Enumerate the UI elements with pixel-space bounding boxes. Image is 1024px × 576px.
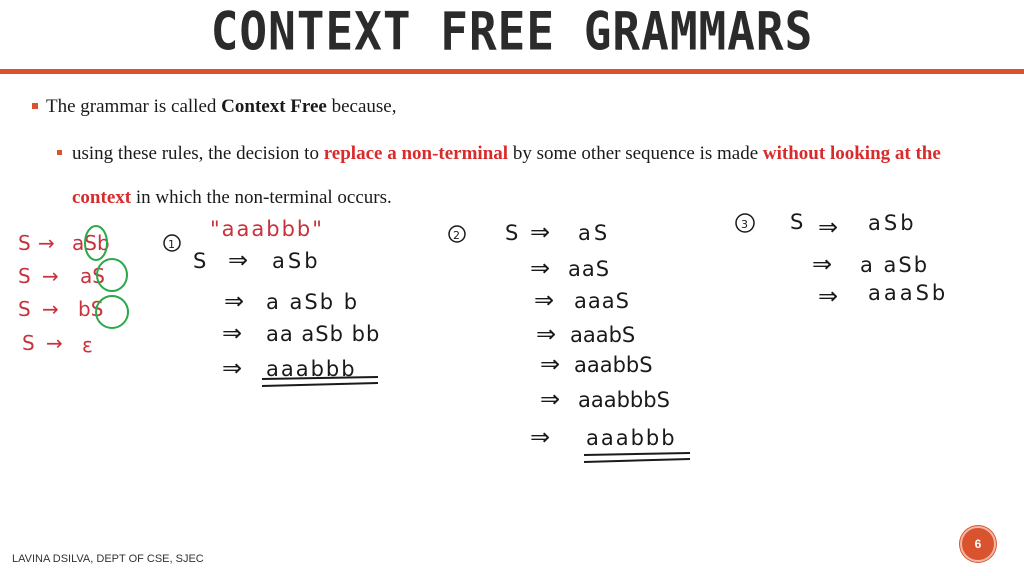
derivation-2-step-4: aaabS xyxy=(570,323,636,347)
rule-2-arrow: → xyxy=(42,264,59,288)
derivation-2-arrow-1: ⇒ xyxy=(530,218,551,246)
bullet-1-bold: Context Free xyxy=(221,96,327,117)
derivation-3-step-2: a aSb xyxy=(860,253,930,277)
derivation-1-step-1: aSb xyxy=(272,249,321,273)
rule-2-lhs: S xyxy=(18,264,31,288)
slide-title: CONTEXT FREE GRAMMARS xyxy=(210,0,814,63)
derivation-2-arrow-3: ⇒ xyxy=(534,286,555,314)
bullet-1-suffix: because, xyxy=(326,96,397,117)
derivation-2-arrow-7: ⇒ xyxy=(530,423,551,451)
derivation-2-step-2: aaS xyxy=(568,257,611,281)
target-string: "aaabbb" xyxy=(210,217,324,241)
bullet-2-text3: in which the non-terminal occurs. xyxy=(131,187,392,208)
rule-3-arrow: → xyxy=(42,297,59,321)
derivation-1-step-3: aa aSb bb xyxy=(266,322,381,346)
bullet-1-prefix: The grammar is called xyxy=(46,96,222,117)
rule-1-lhs: S xyxy=(18,231,31,255)
rule-1-rhs: aSb xyxy=(72,231,110,255)
derivation-1-number: 1 xyxy=(168,238,175,251)
derivation-1-underline xyxy=(262,377,378,386)
derivation-1 xyxy=(164,235,380,386)
derivation-2-arrow-2: ⇒ xyxy=(530,254,551,282)
derivation-3-step-1: aSb xyxy=(868,211,917,235)
derivation-1-result: aaabbb xyxy=(266,357,357,381)
derivation-2-result: aaabbb xyxy=(586,426,677,450)
derivation-2-underline xyxy=(584,453,690,462)
derivation-2-step-5: aaabbS xyxy=(574,353,653,377)
derivation-1-arrow-1: ⇒ xyxy=(228,246,249,274)
derivation-2-arrow-5: ⇒ xyxy=(540,350,561,378)
derivation-1-arrow-2: ⇒ xyxy=(224,287,245,315)
derivation-3 xyxy=(736,210,948,310)
derivation-2-start: S xyxy=(505,221,519,245)
derivation-2-step-6: aaabbbS xyxy=(578,388,670,412)
rule-2-rhs: aS xyxy=(80,264,105,288)
derivation-2-arrow-6: ⇒ xyxy=(540,385,561,413)
derivation-3-step-3: aaaSb xyxy=(868,281,949,305)
derivation-1-arrow-4: ⇒ xyxy=(222,354,243,382)
derivation-3-arrow-1: ⇒ xyxy=(818,213,839,241)
bullet-2-emphasis-3: context xyxy=(72,187,132,208)
bullet-2-text2: by some other sequence is made xyxy=(508,143,763,164)
rule-4-lhs: S xyxy=(22,331,35,355)
bullet-2-emphasis-1: replace a non-terminal xyxy=(323,143,509,164)
derivation-3-arrow-3: ⇒ xyxy=(818,282,839,310)
derivation-3-number: 3 xyxy=(741,218,748,231)
rule-3-lhs: S xyxy=(18,297,31,321)
derivation-1-start: S xyxy=(193,249,207,273)
rule-4-arrow: → xyxy=(46,331,63,355)
rule-3-rhs: bS xyxy=(78,297,104,321)
bullet-2-text1: using these rules, the decision to xyxy=(72,143,324,164)
footer-text: LAVINA DSILVA, DEPT OF CSE, SJEC xyxy=(12,553,204,565)
rule-1-arrow: → xyxy=(38,231,55,255)
derivation-2 xyxy=(449,218,690,462)
derivation-1-arrow-3: ⇒ xyxy=(222,319,243,347)
derivation-3-arrow-2: ⇒ xyxy=(812,250,833,278)
derivation-2-arrow-4: ⇒ xyxy=(536,320,557,348)
derivation-3-start: S xyxy=(790,210,804,234)
bullet-2-emphasis-2: without looking at the xyxy=(762,143,941,164)
derivation-2-number: 2 xyxy=(453,229,460,242)
derivation-1-step-2: a aSb b xyxy=(266,290,360,314)
page-number-badge: 6 xyxy=(960,526,996,562)
grammar-rules xyxy=(18,231,110,357)
derivation-2-step-1: aS xyxy=(578,221,611,245)
rule-4-rhs: ε xyxy=(82,333,93,357)
derivation-2-step-3: aaaS xyxy=(574,289,630,313)
